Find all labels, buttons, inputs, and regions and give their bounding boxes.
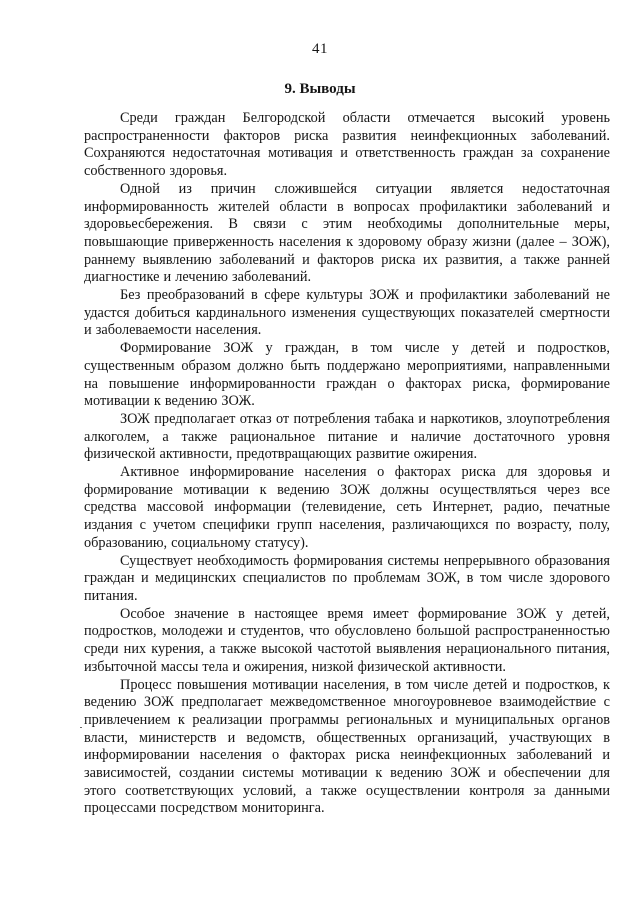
- paragraph-causes: Одной из причин сложившейся ситуации является недостаточная информированность жителей области в вопросах профилактики заболеваний и здоровьесбережения. В связи с этим необходимы дополнительные меры, повышающие приверженность населения к здоровому образу жизни (далее – ЗОЖ), раннему выявлению заболеваний и факторов риска их развития, а также ранней диагностике и лечению заболеваний.: [84, 180, 610, 286]
- page-number: 41: [312, 41, 328, 57]
- paragraph-transformation: Без преобразований в сфере культуры ЗОЖ и профилактики заболеваний не удастся добиться кардинального изменения существующих показателей смертности и заболеваемости населения.: [84, 287, 610, 339]
- document-body: [84, 110, 610, 818]
- paragraph-education: Существует необходимость формирования системы непрерывного образования граждан и медицинских специалистов по проблемам ЗОЖ, в том числе здорового питания.: [84, 552, 610, 604]
- paragraph-informing: Активное информирование населения о факторах риска для здоровья и формирование мотивации к ведению ЗОЖ должны осуществляться через все средства массовой информации (телевидение, сеть Интернет, радио, печатные издания с учетом специфики групп населения, различающихся по возрасту, полу, образованию, социальному статусу).: [84, 464, 610, 551]
- scan-mark: [80, 727, 82, 728]
- paragraph-motivation-process: Процесс повышения мотивации населения, в том числе детей и подростков, к ведению ЗОЖ предполагает межведомственное многоуровневое взаимодействие с привлечением к реализации программы региональных и муниципальных органов власти, министерств и ведомств, общественных организаций, участвующих в информировании населения о факторах риска неинфекционных заболеваний и зависимостей, создании системы мотивации к ведению ЗОЖ и обеспечении для этого соответствующих условий, а также осуществлении контроля за данными процессами посредством мониторинга.: [84, 676, 610, 817]
- paragraph-formation: Формирование ЗОЖ у граждан, в том числе у детей и подростков, существенным образом должно быть поддержано мероприятиями, направленными на повышение информированности граждан о факторах риска, формирование мотивации к ведению ЗОЖ.: [84, 340, 610, 410]
- section-title: 9. Выводы: [284, 81, 356, 97]
- paragraph-risk-factors: Среди граждан Белгородской области отмечается высокий уровень распространенности факторов риска развития неинфекционных заболеваний. Сохраняются недостаточная мотивация и ответственность граждан за сохранение собственного здоровья.: [84, 110, 610, 180]
- paragraph-healthy-lifestyle: ЗОЖ предполагает отказ от потребления табака и наркотиков, злоупотребления алкоголем, а также рациональное питание и наличие достаточного уровня физической активности, предотвращающих развитие ожирения.: [84, 410, 610, 463]
- paragraph-youth: Особое значение в настоящее время имеет формирование ЗОЖ у детей, подростков, молодежи и студентов, что обусловлено большой распространенностью среди них курения, а также высокой частотой выявления нерационального питания, избыточной массы тела и ожирения, низкой физической активности.: [84, 605, 610, 675]
